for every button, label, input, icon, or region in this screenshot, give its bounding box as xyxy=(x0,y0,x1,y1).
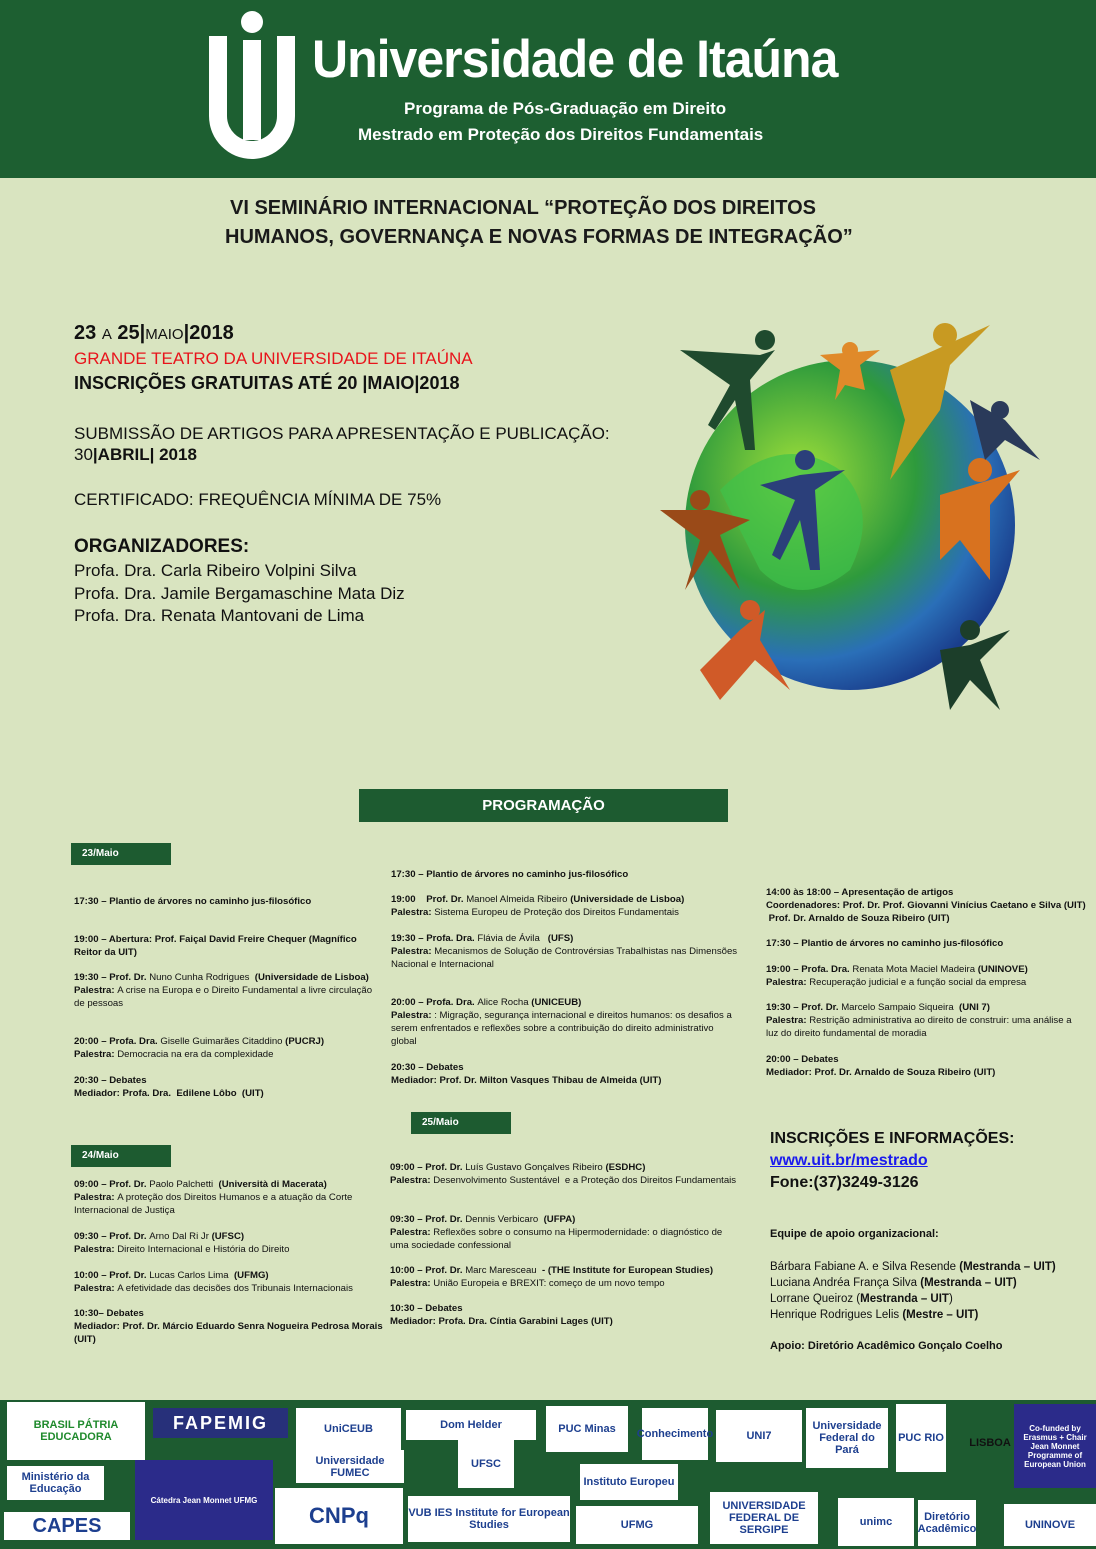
entry-text: Palestra: xyxy=(390,1175,434,1186)
member-name: Lorrane Queiroz ( xyxy=(770,1293,861,1305)
program-entry xyxy=(74,1230,384,1256)
entry-text: Democracia na era da complexidade xyxy=(117,1049,274,1060)
submission-label: SUBMISSÃO DE ARTIGOS PARA APRESENTAÇÃO E PUBLICAÇÃO: xyxy=(74,424,610,443)
organizers-heading: ORGANIZADORES: xyxy=(74,536,250,557)
entry-text: Palestra: xyxy=(391,1010,435,1021)
sponsor-logo: UFMG xyxy=(576,1506,698,1544)
entry-text: Palestra: xyxy=(766,977,810,988)
entry-text: Lucas Carlos Lima xyxy=(149,1270,234,1281)
entry-text: 14:00 às 18:00 – Apresentação de artigos xyxy=(766,887,954,898)
program-entry xyxy=(74,1269,384,1295)
entry-text: Mediador: Profa. Dra. Cíntia Garabini Lages (UIT) xyxy=(390,1316,613,1327)
member-role: (Mestre – UIT) xyxy=(902,1309,979,1321)
entry-text: Nuno Cunha Rodrigues xyxy=(149,972,255,983)
header-banner xyxy=(0,0,1096,178)
team-member xyxy=(770,1291,1056,1307)
entry-text: (Universidade de Lisboa) xyxy=(570,894,685,905)
member-name: Bárbara Fabiane A. e Silva Resende xyxy=(770,1261,960,1273)
sponsor-logo: Dom Helder xyxy=(406,1410,536,1440)
date-month: MAIO xyxy=(145,326,184,343)
seminar-title-line1: VI SEMINÁRIO INTERNACIONAL “PROTEÇÃO DOS DIREITOS xyxy=(230,197,816,219)
entry-text: 20:30 – Debates xyxy=(74,1075,147,1086)
program-entry xyxy=(766,937,1086,950)
program-entry xyxy=(74,933,384,959)
sponsor-logo: Ministério da Educação xyxy=(7,1466,104,1500)
team-heading: Equipe de apoio organizacional: xyxy=(770,1228,939,1240)
entry-text: (Università di Macerata) xyxy=(218,1179,327,1190)
entry-text: Alice Rocha xyxy=(477,997,532,1008)
entry-text: 19:30 – Profa. Dra. xyxy=(391,933,478,944)
entry-text: (PUCRJ) xyxy=(285,1036,325,1047)
date-sep: | xyxy=(139,322,146,344)
entry-text: 10:00 – Prof. Dr. xyxy=(390,1265,466,1276)
program-entry xyxy=(390,1161,740,1187)
entry-text: Dennis Verbicaro xyxy=(465,1214,544,1225)
entry-text: 10:00 – Prof. Dr. xyxy=(74,1270,150,1281)
entry-text: Paolo Palchetti xyxy=(149,1179,219,1190)
entry-text: (UNINOVE) xyxy=(977,964,1028,975)
program-entry xyxy=(390,1302,740,1328)
program-entry xyxy=(390,1264,740,1290)
sponsor-logos-strip xyxy=(0,1400,1096,1549)
masters-name: Mestrado em Proteção dos Direitos Fundamentais xyxy=(358,125,764,144)
registration-deadline: INSCRIÇÕES GRATUITAS ATÉ 20 |MAIO|2018 xyxy=(74,373,460,393)
program-entry xyxy=(391,893,741,919)
entry-text: 09:30 – Prof. Dr. xyxy=(74,1231,150,1242)
sponsor-logo: Instituto Europeu xyxy=(580,1464,678,1500)
entry-text: 19:30 – Prof. Dr. xyxy=(766,1002,842,1013)
entry-text: Palestra: xyxy=(390,1227,434,1238)
program-entry xyxy=(74,1035,384,1061)
team-list xyxy=(770,1259,1056,1323)
entry-text: Desenvolvimento Sustentável e a Proteção dos Direitos Fundamentais xyxy=(433,1175,737,1186)
entry-text: 20:00 – Debates xyxy=(766,1054,839,1065)
entry-text: Mediador: Prof. Dr. Márcio Eduardo Senra Nogueira Pedrosa Morais (UIT) xyxy=(74,1321,386,1345)
sponsor-logo: PUC Minas xyxy=(546,1406,628,1452)
entry-text: Palestra: xyxy=(74,1192,118,1203)
entry-text: Mediador: Prof. Dr. Arnaldo de Souza Ribeiro (UIT) xyxy=(766,1067,996,1078)
entry-text: Mecanismos de Solução de Controvérsias Trabalhistas nas Dimensões Nacional e Internacional xyxy=(391,946,740,970)
entry-text: : Migração, segurança internacional e direitos humanos: os desafios a serem enfrentados e reflexões sobre a contribuição do direito administrativo global xyxy=(391,1010,735,1047)
phone: Fone:(37)3249-3126 xyxy=(770,1174,919,1191)
entry-text: 19:00 – Profa. Dra. xyxy=(766,964,853,975)
entry-text: Flávia de Ávila xyxy=(477,933,548,944)
sponsor-logo: UNI7 xyxy=(716,1410,802,1462)
entry-text: (UFSC) xyxy=(211,1231,245,1242)
entry-text: Reflexões sobre o consumo na Hipermodernidade: o diagnóstico de uma sociedade confessional xyxy=(390,1227,725,1251)
entry-text: União Europeia e BREXIT: começo de um novo tempo xyxy=(433,1278,665,1289)
entry-text: 09:30 – Prof. Dr. xyxy=(390,1214,466,1225)
sponsor-logo: UNINOVE xyxy=(1004,1504,1096,1546)
date-end: 25 xyxy=(117,322,140,344)
program-entry xyxy=(766,1053,1086,1079)
entry-text: Mediador: Prof. Dr. Milton Vasques Thibau de Almeida (UIT) xyxy=(391,1075,662,1086)
entry-text: Giselle Guimarães Citaddino xyxy=(160,1036,286,1047)
sponsor-logo: Conhecimento xyxy=(642,1408,708,1460)
entry-text: (UNICEUB) xyxy=(531,997,582,1008)
entry-text: Direito Internacional e História do Direito xyxy=(117,1244,290,1255)
entry-text: 17:30 – Plantio de árvores no caminho jus-filosófico xyxy=(766,938,1004,949)
program-entry xyxy=(74,895,384,908)
entry-text: Palestra: xyxy=(74,1283,118,1294)
program-entry xyxy=(391,932,741,971)
university-name: Universidade de Itaúna xyxy=(312,29,838,89)
seminar-title-line2: HUMANOS, GOVERNANÇA E NOVAS FORMAS DE INTEGRAÇÃO” xyxy=(225,226,853,248)
entry-text: A proteção dos Direitos Humanos e a atuação da Corte Internacional de Justiça xyxy=(74,1192,356,1216)
submission-date xyxy=(74,445,197,465)
entry-text: Manoel Almeida Ribeiro xyxy=(466,894,571,905)
contact-heading: INSCRIÇÕES E INFORMAÇÕES: xyxy=(770,1130,1015,1147)
entry-text: Restrição administrativa ao direito de construir: uma análise a luz do direito fundamental de moradia xyxy=(766,1015,1075,1039)
program-entry xyxy=(766,963,1086,989)
entry-text: 10:30 – Debates xyxy=(390,1303,463,1314)
entry-text: Prof. Dr. Arnaldo de Souza Ribeiro (UIT) xyxy=(766,913,950,924)
day-label-23-maio: 23/Maio xyxy=(71,843,171,865)
entry-text: (UNI 7) xyxy=(959,1002,990,1013)
sponsor-logo: Universidade FUMEC xyxy=(296,1450,404,1483)
entry-text: 20:00 – Profa. Dra. xyxy=(391,997,478,1008)
entry-text: 19:30 – Prof. Dr. xyxy=(74,972,150,983)
program-entry xyxy=(766,886,1086,925)
sponsor-logo: CNPq xyxy=(275,1488,403,1544)
entry-text: (UFMG) xyxy=(233,1270,269,1281)
entry-text: Marcelo Sampaio Siqueira xyxy=(841,1002,960,1013)
entry-text: Palestra: xyxy=(74,1244,118,1255)
sponsor-logo: UFSC xyxy=(458,1440,514,1488)
date-year: 2018 xyxy=(189,322,234,344)
member-name: Henrique Rodrigues Lelis xyxy=(770,1309,903,1321)
sponsor-logo: BRASIL PÁTRIA EDUCADORA xyxy=(7,1402,145,1460)
organizer: Profa. Dra. Carla Ribeiro Volpini Silva xyxy=(74,561,357,580)
venue: GRANDE TEATRO DA UNIVERSIDADE DE ITAÚNA xyxy=(74,349,473,368)
entry-text: Palestra: xyxy=(74,985,118,996)
entry-text: Arno Dal Ri Jr xyxy=(149,1231,212,1242)
date-start: 23 xyxy=(74,322,97,344)
program-entry xyxy=(766,1001,1086,1040)
entry-text: Marc Maresceau xyxy=(465,1265,542,1276)
sponsor-logo: UniCEUB xyxy=(296,1408,401,1450)
entry-text: Renata Mota Maciel Madeira xyxy=(852,964,978,975)
entry-text: Palestra: xyxy=(391,946,435,957)
entry-text: 17:30 – Plantio de árvores no caminho jus-filosófico xyxy=(74,896,312,907)
entry-text: 17:30 – Plantio de árvores no caminho jus-filosófico xyxy=(391,869,629,880)
entry-text: - (THE Institute for European Studies) xyxy=(541,1265,714,1276)
sponsor-logo: Cátedra Jean Monnet UFMG xyxy=(135,1460,273,1540)
sponsor-logo: unimc xyxy=(838,1498,914,1546)
date-a: A xyxy=(101,326,112,343)
member-role: (Mestranda – UIT) xyxy=(959,1261,1056,1273)
entry-text: A efetividade das decisões dos Tribunais Internacionais xyxy=(117,1283,353,1294)
entry-text: (ESDHC) xyxy=(605,1162,646,1173)
program-entry xyxy=(391,1061,741,1087)
entry-text: 09:00 – Prof. Dr. xyxy=(390,1162,466,1173)
team-member xyxy=(770,1307,1056,1323)
entry-text: 19:00 – Abertura: Prof. Faiçal David Freire Chequer (Magnífico Reitor da UIT) xyxy=(74,934,360,958)
member-name: Luciana Andréa França Silva xyxy=(770,1277,921,1289)
globe-people-illustration xyxy=(660,310,1060,730)
program-entry xyxy=(74,1074,384,1100)
entry-text: Recuperação judicial e a função social da empresa xyxy=(809,977,1027,988)
website-link[interactable]: www.uit.br/mestrado xyxy=(770,1152,928,1169)
entry-text: 19:00 Prof. Dr. xyxy=(391,894,467,905)
entry-text: Palestra: xyxy=(391,907,435,918)
sponsor-logo: LISBOA xyxy=(975,1404,1005,1482)
sponsor-logo: FAPEMIG xyxy=(153,1408,288,1438)
program-entry xyxy=(74,971,384,1010)
entry-text: Luís Gustavo Gonçalves Ribeiro xyxy=(465,1162,606,1173)
paren: ) xyxy=(948,1293,953,1305)
certificate: CERTIFICADO: FREQUÊNCIA MÍNIMA DE 75% xyxy=(74,490,442,509)
support: Apoio: Diretório Acadêmico Gonçalo Coelho xyxy=(770,1340,1003,1352)
sponsor-logo: PUC RIO xyxy=(896,1404,946,1472)
day-label-25-maio: 25/Maio xyxy=(411,1112,511,1134)
sponsor-logo: Co-funded by Erasmus + Chair Jean Monnet Programme of European Union xyxy=(1014,1404,1096,1488)
sponsor-logo: UNIVERSIDADE FEDERAL DE SERGIPE xyxy=(710,1492,818,1544)
university-logo-icon xyxy=(205,8,300,168)
entry-text: (UFPA) xyxy=(543,1214,576,1225)
sponsor-logo: Diretório Acadêmico xyxy=(918,1500,976,1546)
program-entry xyxy=(74,1307,384,1346)
day-label-24-maio: 24/Maio xyxy=(71,1145,171,1167)
sponsor-logo: Universidade Federal do Pará xyxy=(806,1408,888,1468)
program-entry xyxy=(391,996,741,1048)
entry-text: Palestra: xyxy=(74,1049,118,1060)
entry-text: Palestra: xyxy=(766,1015,810,1026)
entry-text: Sistema Europeu de Proteção dos Direitos Fundamentais xyxy=(434,907,679,918)
submission-day: 30 xyxy=(74,445,93,464)
submission-month-year: |ABRIL| 2018 xyxy=(92,445,197,464)
entry-text: A crise na Europa e o Direito Fundamental a livre circulação de pessoas xyxy=(74,985,375,1009)
organizer: Profa. Dra. Jamile Bergamaschine Mata Diz xyxy=(74,584,405,603)
entry-text: 10:30– Debates xyxy=(74,1308,144,1319)
event-dates xyxy=(74,322,234,345)
date-sep: | xyxy=(183,322,190,344)
entry-text: Coordenadores: Prof. Dr. Prof. Giovanni Vinícius Caetano e Silva (UIT) xyxy=(766,900,1086,911)
organizer: Profa. Dra. Renata Mantovani de Lima xyxy=(74,606,365,625)
contact-block xyxy=(770,1128,1014,1194)
programacao-header: PROGRAMAÇÃO xyxy=(359,789,728,822)
entry-text: 20:30 – Debates xyxy=(391,1062,464,1073)
entry-text: (Universidade de Lisboa) xyxy=(254,972,369,983)
entry-text: 20:00 – Profa. Dra. xyxy=(74,1036,161,1047)
entry-text: Mediador: Profa. Dra. Edilene Lôbo (UIT) xyxy=(74,1088,264,1099)
member-role: Mestranda – UIT xyxy=(860,1293,949,1305)
entry-text: (UFS) xyxy=(547,933,574,944)
program-entry xyxy=(391,868,741,881)
team-member xyxy=(770,1275,1056,1291)
program-entry xyxy=(390,1213,740,1252)
entry-text: Palestra: xyxy=(390,1278,434,1289)
member-role: (Mestranda – UIT) xyxy=(920,1277,1017,1289)
program-entry xyxy=(74,1178,384,1217)
entry-text: 09:00 – Prof. Dr. xyxy=(74,1179,150,1190)
team-member xyxy=(770,1259,1056,1275)
sponsor-logo: VUB IES Institute for European Studies xyxy=(408,1496,570,1542)
program-name: Programa de Pós-Graduação em Direito xyxy=(404,99,727,118)
sponsor-logo: CAPES xyxy=(4,1512,130,1540)
